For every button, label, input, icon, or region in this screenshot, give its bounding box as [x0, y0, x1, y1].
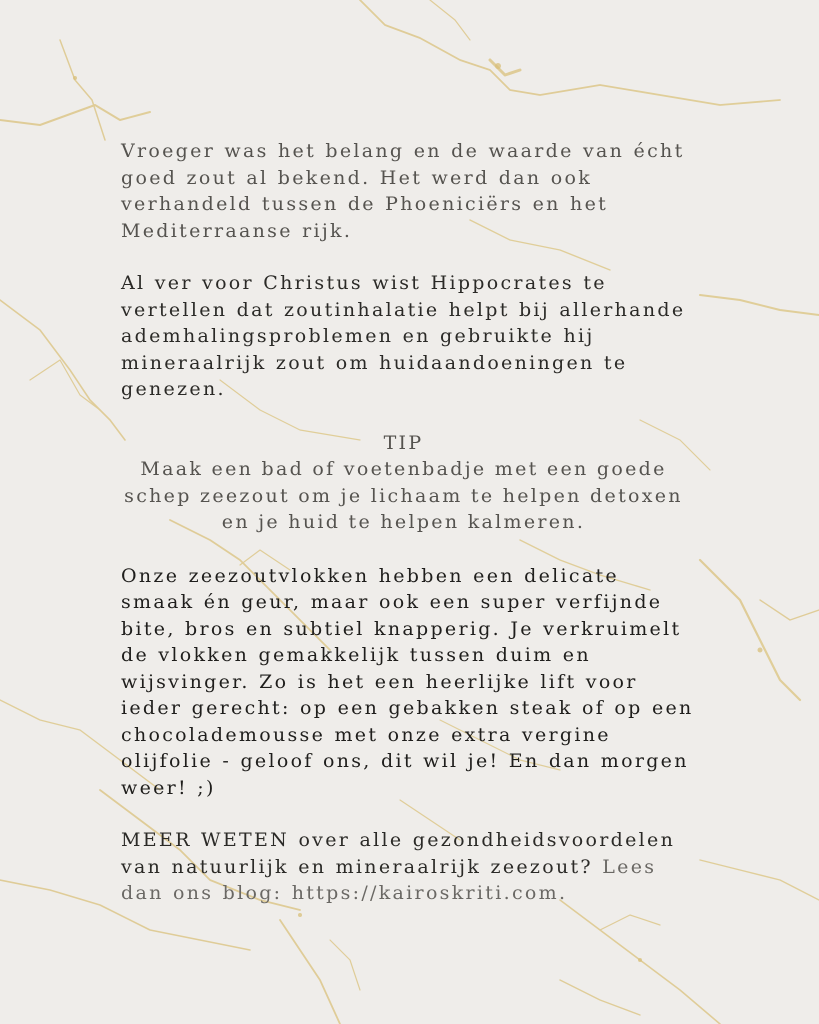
more-info-text: MEER WETEN over alle gezondheidsvoordelen van natuurlijk en mineraalrijk zeezout?	[121, 829, 676, 878]
paragraph-product: Onze zeezoutvlokken hebben een delicate smaak én geur, maar ook een super verfijnde bite, bros en subtiel knapperig. Je verkruimelt de vlokken gemakkelijk tussen duim en wijsvinger. Zo is het een heerlijke lift voor ieder gerecht: op een gebakken steak of op een chocolademousse met onze extra vergine olijfolie - geloof ons, dit wil je! En dan morgen weer! ;)	[121, 564, 694, 799]
tip-text: Maak een bad of voetenbadje met een goede schep zeezout om je lichaam te helpen detoxen en je huid te helpen kalmeren.	[124, 458, 683, 533]
blog-link[interactable]: Lees dan ons blog: https://kairoskriti.com.	[121, 855, 657, 904]
tip-block	[121, 430, 686, 536]
tip-title: TIP	[383, 431, 424, 454]
paragraph-history: Vroeger was het belang en de waarde van écht goed zout al bekend. Het werd dan ook verhandeld tussen de Phoeniciërs en het Mediterraanse rijk.	[121, 140, 685, 242]
article-text	[121, 138, 701, 907]
paragraph-hippocrates: Al ver voor Christus wist Hippocrates te vertellen dat zoutinhalatie helpt bij allerhande ademhalingsproblemen en gebruikte hij mineraalrijk zout om huidaandoeningen te genezen.	[121, 272, 686, 400]
paragraph-more-info	[121, 827, 701, 907]
